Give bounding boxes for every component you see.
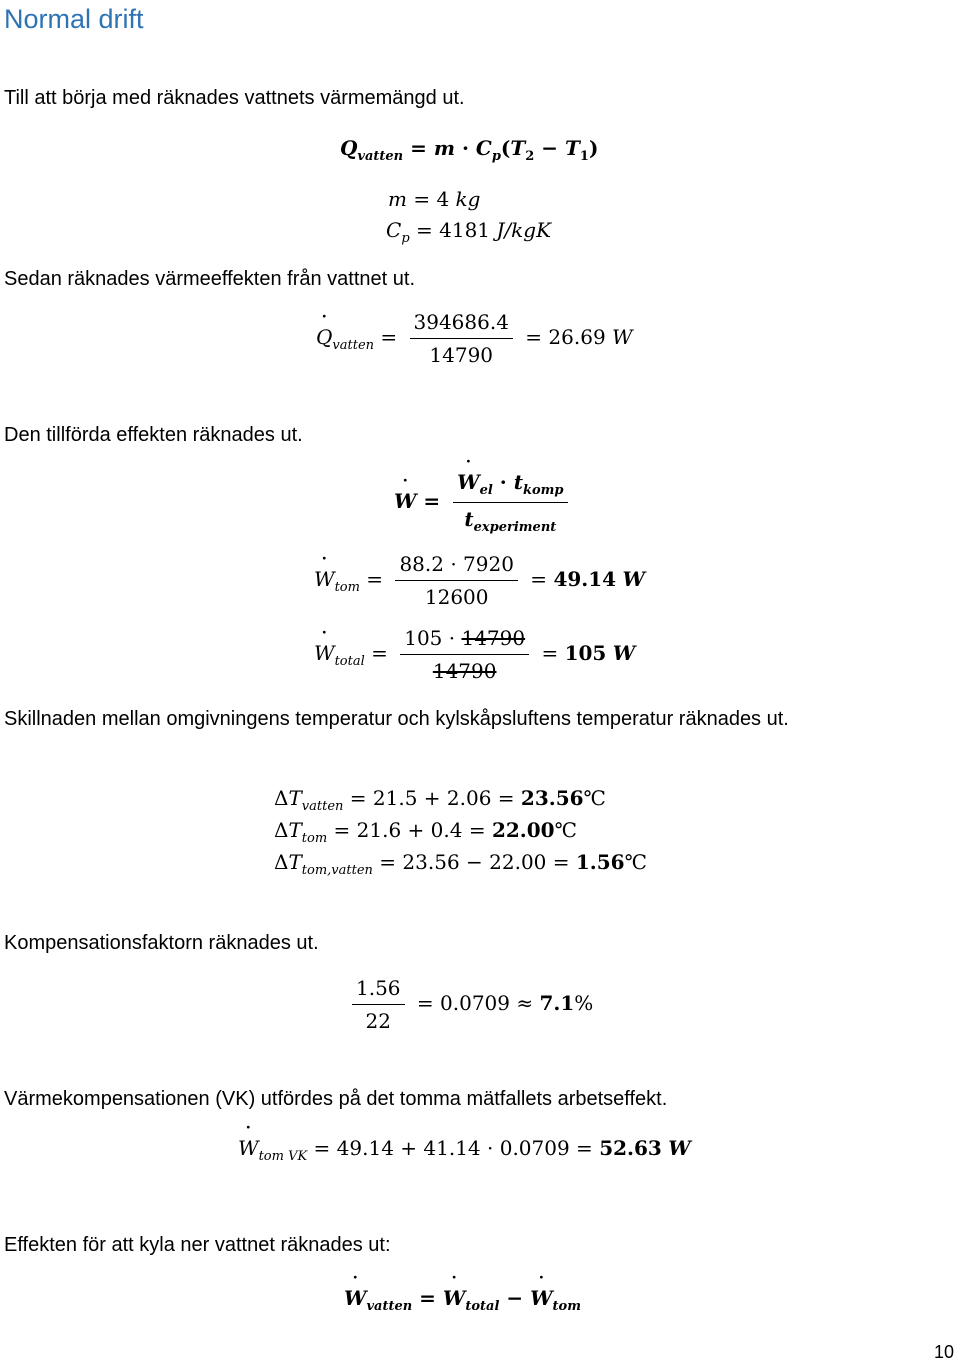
fraction-work-formula: ˙ $\frac{W_{el} \cdot t_{komp}}{t_{experiment}}$ bbox=[453, 470, 567, 535]
equation-heat-effect: ˙ $Q_{vatten}$ = $\frac{394686.4}{14790}$ = 26.69 W bbox=[316, 310, 633, 367]
equation-mass: m = 4 kg bbox=[388, 187, 481, 211]
equation-work-empty: ˙ $W_{tom}$ = $\frac{88.2 \cdot 7920}{12600}$ = 49.14 W bbox=[314, 552, 645, 609]
fraction-heat-effect: $\frac{394686.4}{14790}$ bbox=[410, 310, 513, 367]
paragraph-supplied-effect: Den tillförda effekten räknades ut. bbox=[4, 424, 303, 446]
fraction-work-empty: $\frac{88.2 \cdot 7920}{12600}$ bbox=[395, 552, 518, 609]
equation-work-water: ˙ $W_{vatten}$ = ˙ $W_{total}$ − ˙ $W_{tom}$ bbox=[344, 1286, 581, 1314]
equation-specific-heat: $C_p = 4181$ J/kgK bbox=[386, 218, 552, 246]
equation-delta-t-combined: $\Delta T_{tom,vatten} = 23.56 - 22.00$ = 1.56℃ bbox=[274, 850, 647, 878]
page-number: 10 bbox=[933, 1342, 954, 1362]
paragraph-heat-effect: Sedan räknades värmeeffekten från vattnet ut. bbox=[4, 268, 415, 290]
equation-work-formula: ˙ W = ˙ $\frac{W_{el} \cdot t_{komp}}{t_{experiment}}$ bbox=[394, 470, 574, 535]
equation-delta-t-empty: $\Delta T_{tom} = 21.6 + 0.4$ = 22.00℃ bbox=[274, 818, 577, 846]
fraction-compensation-factor: $\frac{1.56}{22}$ bbox=[352, 976, 405, 1033]
section-heading: Normal drift bbox=[4, 4, 144, 34]
equation-compensation-factor: $\frac{1.56}{22}$ = 0.0709 ≈ 7.1% bbox=[352, 976, 593, 1033]
paragraph-compensation-factor: Kompensationsfaktorn räknades ut. bbox=[4, 932, 319, 954]
equation-delta-t-water: $\Delta T_{vatten} = 21.5 + 2.06$ = 23.56℃ bbox=[274, 786, 606, 814]
paragraph-temperature-difference: Skillnaden mellan omgivningens temperatur och kylskåpsluftens temperatur räknades ut. bbox=[4, 708, 789, 730]
paragraph-cooling-effect: Effekten för att kyla ner vattnet räknades ut: bbox=[4, 1234, 391, 1256]
equation-work-compensated: ˙ $W_{tom VK} = 49.14 + 41.14 \cdot 0.0709 = 52.63$ W bbox=[238, 1136, 691, 1164]
equation-work-total: ˙ $W_{total}$ = $\frac{105 \cdot 14790}{14790}$ = 105 W bbox=[314, 626, 635, 683]
paragraph-intro: Till att börja med räknades vattnets värmemängd ut. bbox=[4, 87, 465, 109]
equation-heat-quantity: $Q_{vatten} = m \cdot C_p(T_2 - T_1)$ bbox=[340, 136, 599, 164]
fraction-work-total: $\frac{105 \cdot 14790}{14790}$ bbox=[400, 626, 529, 683]
paragraph-heat-compensation: Värmekompensationen (VK) utfördes på det tomma mätfallets arbetseffekt. bbox=[4, 1088, 668, 1110]
